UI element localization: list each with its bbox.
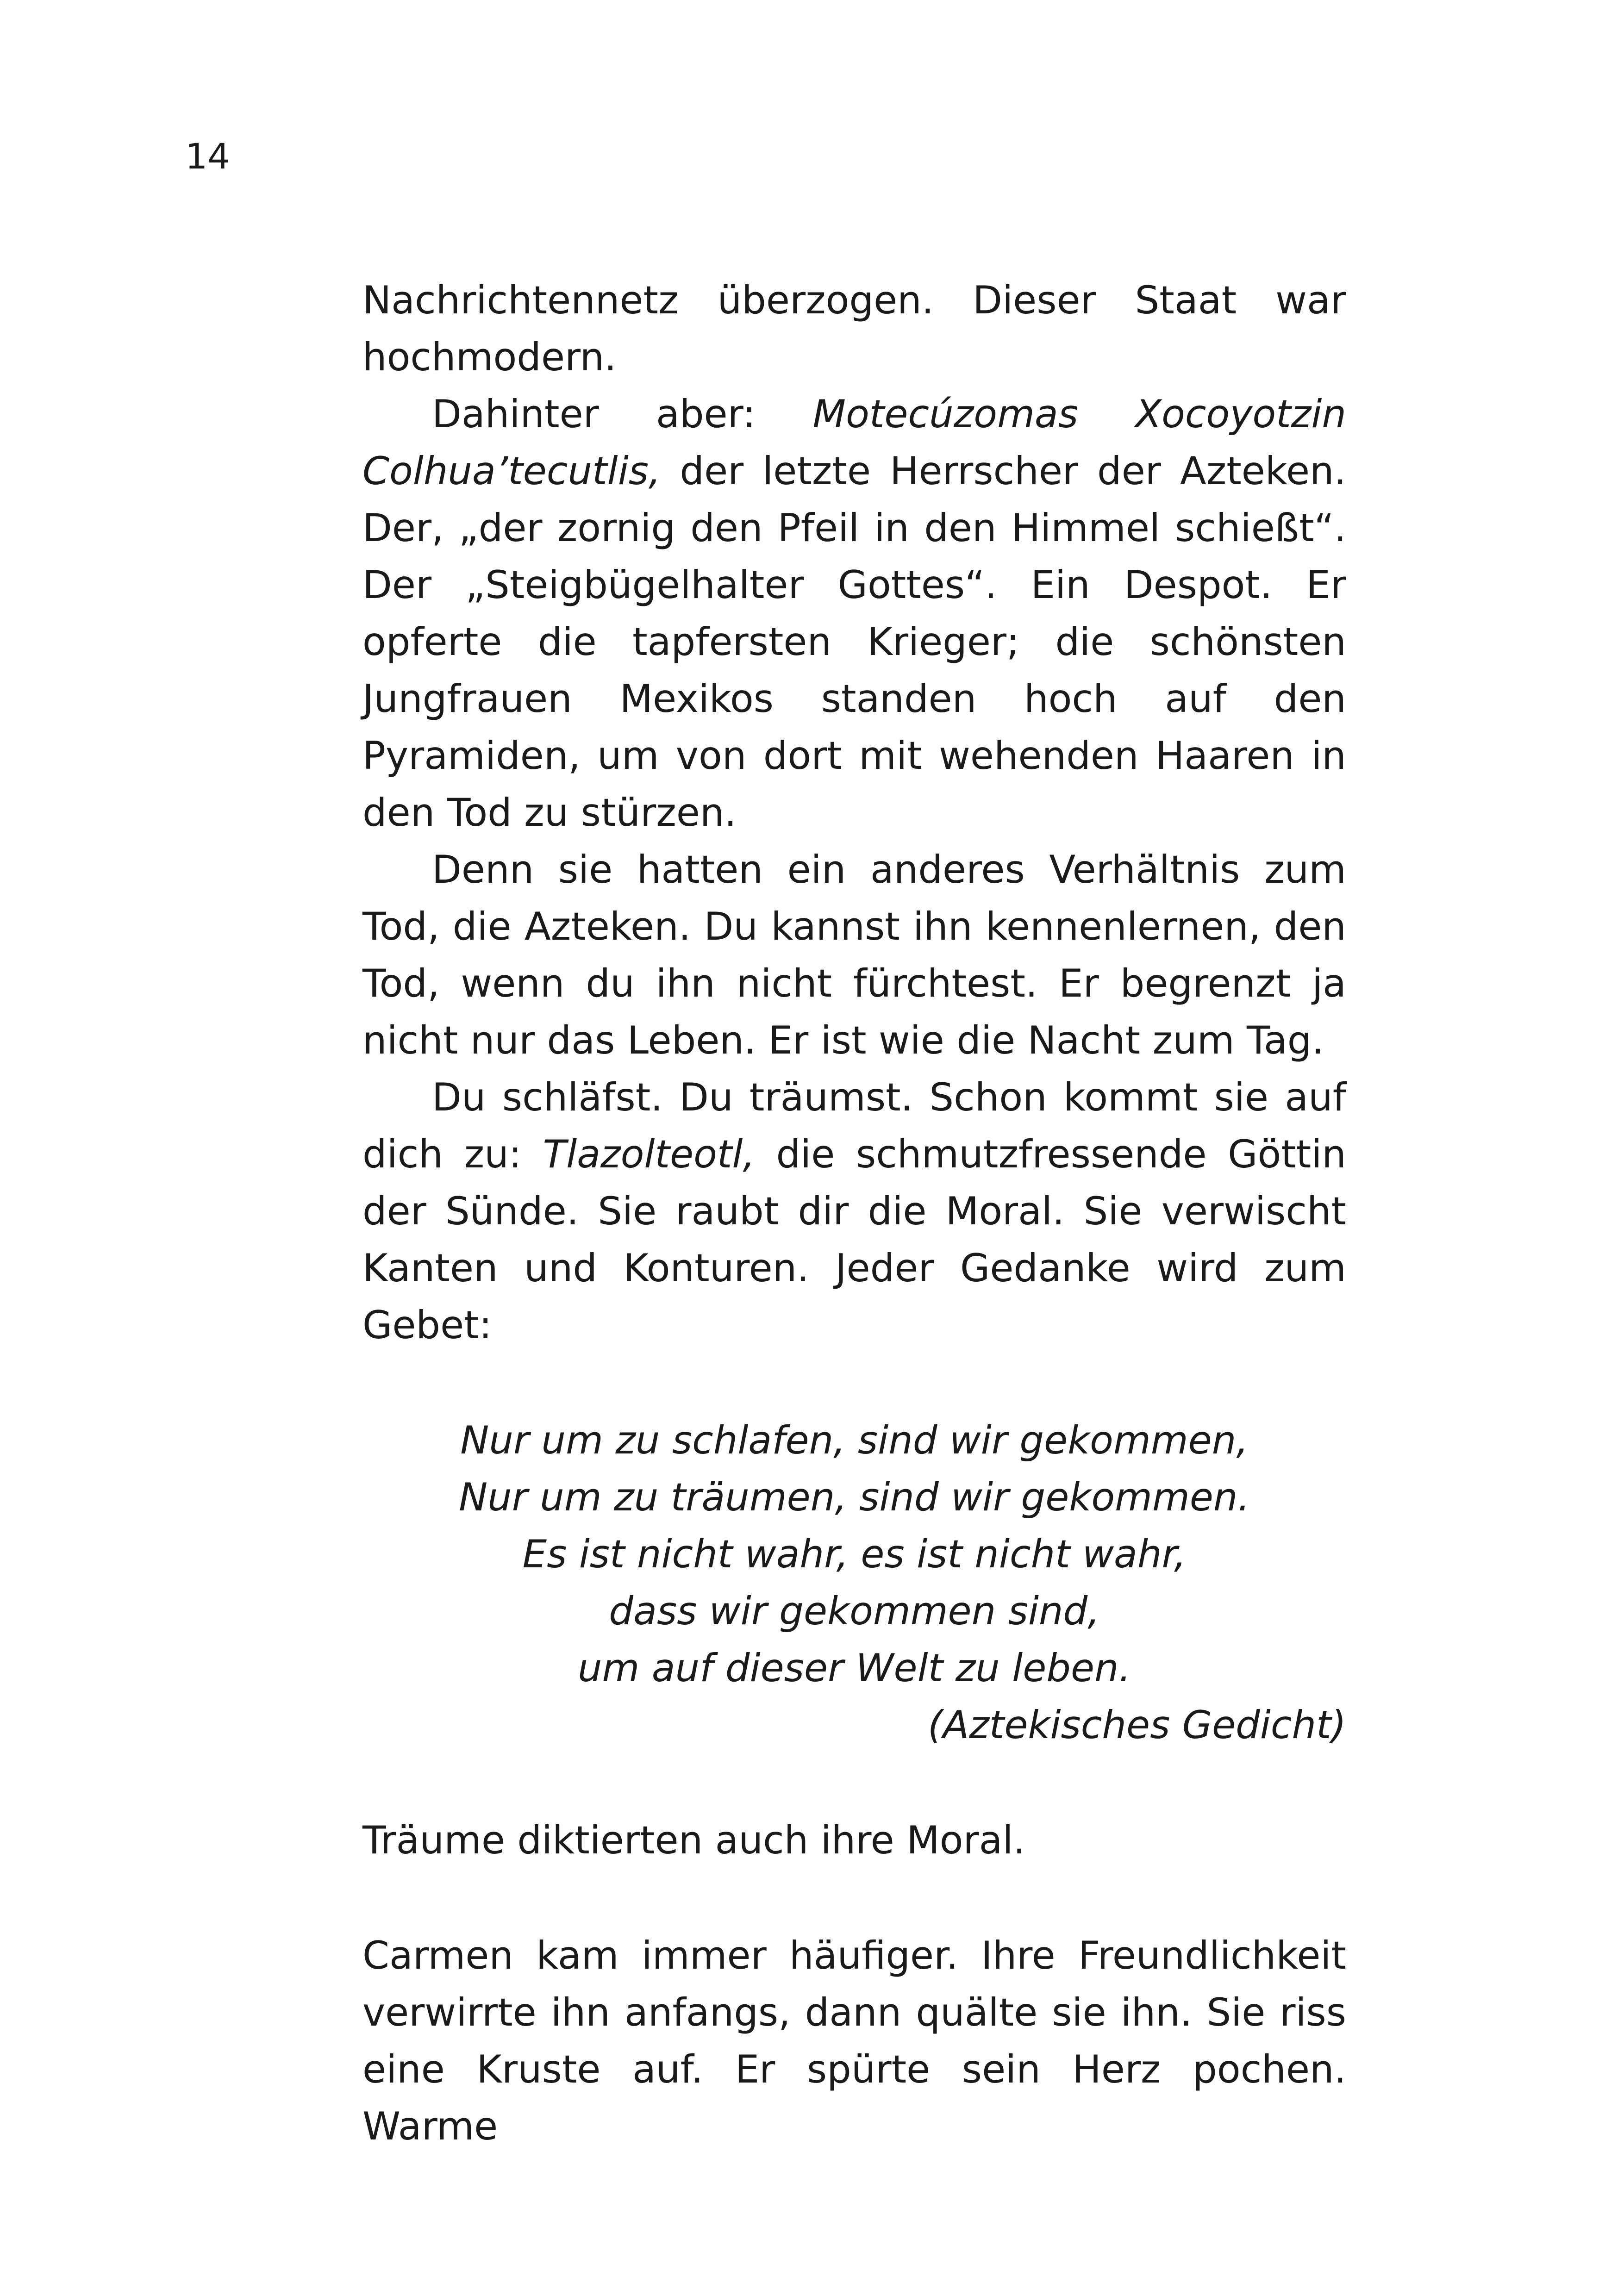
paragraph-4-text-start: Du schläfst. Du träumst. Schon kommt sie auf dich zu:	[362, 1075, 1346, 1177]
paragraph-3-text: Denn sie hatten ein anderes Verhältnis zum Tod, die Azteken. Du kannst ihn kennenlernen, den Tod, wenn du ihn nicht fürchtest. Er begrenzt ja nicht nur das Leben. Er ist wie die Nacht zum Tag.	[362, 847, 1346, 1063]
paragraph-6-text: Carmen kam immer häufiger. Ihre Freundlichkeit verwirrte ihn anfangs, dann quälte sie ihn. Sie riss eine Kruste auf. Er spürte sein Herz pochen. Warme	[362, 1933, 1346, 2149]
paragraph-6	[362, 1927, 1346, 2155]
goddess-name: Tlazolteotl,	[543, 1132, 755, 1177]
paragraph-2	[362, 386, 1346, 841]
poem-line: Nur um zu schlafen, sind wir gekommen,	[460, 1418, 1249, 1463]
poem	[362, 1412, 1346, 1753]
paragraph-3	[362, 841, 1346, 1069]
poem-line: dass wir gekommen sind,	[609, 1589, 1100, 1634]
paragraph-1-text: Nachrichtennetz überzogen. Dieser Staat war hochmodern.	[362, 278, 1346, 380]
paragraph-2-text-end: der letzte Herrscher der Azteken. Der, „der zornig den Pfeil in den Himmel schießt“. Der „Steigbügelhalter Gottes“. Ein Despot. Er opferte die tapfersten Krieger; die schönsten Jungfrauen Mexikos standen hoch auf den Pyramiden, um von dort mit wehenden Haaren in den Tod zu stürzen.	[362, 449, 1346, 835]
poem-line: um auf dieser Welt zu leben.	[577, 1646, 1131, 1690]
paragraph-5-text: Träume diktierten auch ihre Moral.	[362, 1818, 1025, 1863]
body-text	[362, 272, 1346, 2155]
paragraph-4-text-end: die schmutzfressende Göttin der Sünde. Sie raubt dir die Moral. Sie verwischt Kanten und Konturen. Jeder Gedanke wird zum Gebet:	[362, 1132, 1346, 1347]
paragraph-4	[362, 1069, 1346, 1353]
paragraph-1	[362, 272, 1346, 386]
poem-line: Es ist nicht wahr, es ist nicht wahr,	[522, 1532, 1187, 1577]
poem-source: (Aztekisches Gedicht)	[928, 1703, 1346, 1747]
paragraph-2-text-start: Dahinter aber:	[432, 392, 813, 437]
page-number: 14	[185, 136, 230, 177]
paragraph-5	[362, 1812, 1346, 1869]
ruler-name: Motecúzomas Xocoyotzin Colhua’tecutlis,	[362, 392, 1346, 493]
poem-line: Nur um zu träumen, sind wir gekommen.	[459, 1475, 1250, 1520]
